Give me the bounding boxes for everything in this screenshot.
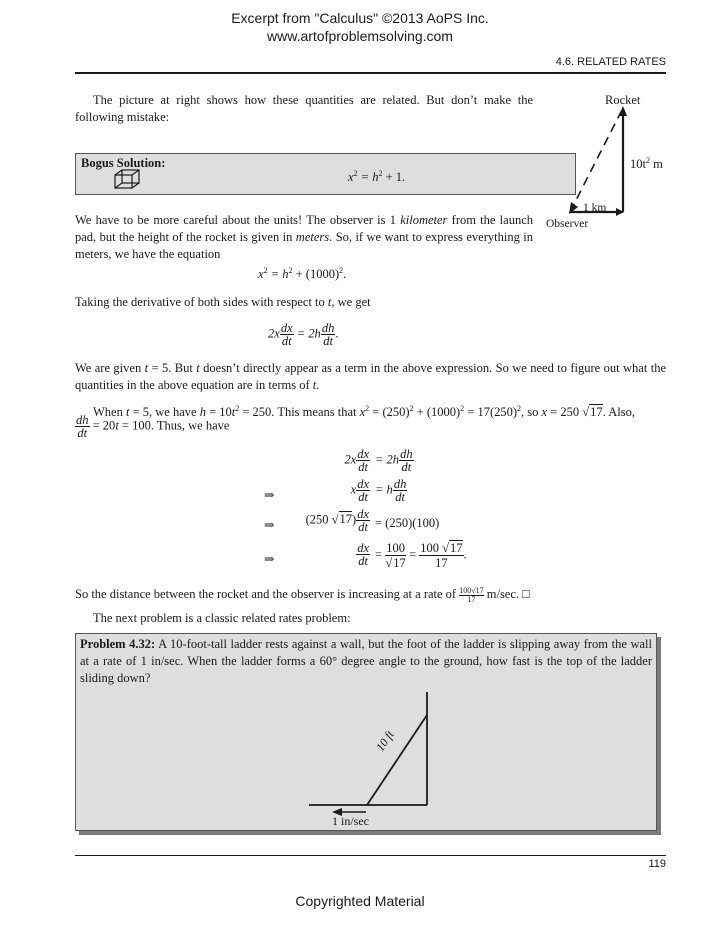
rocket-label: Rocket bbox=[605, 93, 641, 107]
intro-paragraph: The picture at right shows how these quantities are related. But don’t make the following mistake: bbox=[75, 93, 533, 124]
problem-text: Problem 4.32: A 10-foot-tall ladder rests against a wall, but the foot of the ladder is slipping away from the wall at a rate of 1 in/sec. When the ladder forms a 60° degree angle to the ground, how fast is the top of the ladder sliding down? bbox=[80, 637, 652, 685]
ladder-diagram bbox=[304, 689, 444, 819]
derivation-arrow-2: ⇒ bbox=[264, 488, 275, 502]
when-paragraph: When t = 5, we have $h = 10t^2 = 250$. This means that $x^2 = (250)^2 + (1000)^2 = 17(250)^2$, so x = 250 √17. Also, bbox=[93, 404, 635, 420]
observer-label: Observer bbox=[546, 218, 589, 230]
derivation-row1-rhs: = 2h $\frac{dh}{dt}$ bbox=[375, 447, 413, 474]
derivation-row4-rhs: = $\frac{100}{√17}$ = $\frac{100 √17}{17}$ . bbox=[375, 541, 467, 570]
derivation-row2-rhs: = h $\frac{dh}{dt}$ bbox=[375, 477, 407, 504]
conclusion-paragraph: So the distance between the rocket and the observer is increasing at a rate of $\frac{100√17}{17}$ m/sec. □ bbox=[75, 585, 530, 604]
derivation-row2-lhs: x $\frac{dx}{dt}$ bbox=[350, 477, 369, 504]
bogus-title: Bogus Solution: bbox=[81, 156, 166, 170]
excerpt-line-1: Excerpt from "Calculus" ©2013 AoPS Inc. bbox=[231, 10, 489, 26]
derivative-paragraph: Taking the derivative of both sides with respect to t, we get bbox=[75, 295, 371, 309]
given-paragraph: We are given t = 5. But t doesn’t directly appear as a term in the above expression. So we need to figure out what the quantities in the above equation are in terms of t. bbox=[75, 361, 666, 392]
derivation-row3-lhs: (250 √17) $\frac{dx}{dt}$ bbox=[305, 507, 369, 534]
bogus-equation: $x^2 = h^2 + 1$. bbox=[348, 169, 406, 185]
page-number: 119 bbox=[648, 858, 666, 870]
ladder-length-label: 10 ft bbox=[373, 728, 397, 754]
ladder-line bbox=[367, 715, 427, 805]
base-label: 1 km bbox=[583, 202, 607, 214]
derivation-arrow-3: ⇒ bbox=[264, 518, 275, 532]
qed-mark: □ bbox=[522, 587, 530, 601]
excerpt-line-2: www.artofproblemsolving.com bbox=[267, 28, 453, 44]
next-paragraph: The next problem is a classic related rates problem: bbox=[93, 611, 351, 625]
footer-rule bbox=[75, 855, 666, 856]
derivation-row4-lhs: $\frac{dx}{dt}$ bbox=[357, 541, 369, 568]
derivation-row3-rhs: = (250)(100) bbox=[375, 516, 440, 530]
slip-speed-label: 1 in/sec bbox=[332, 814, 369, 828]
equation-derivative: 2x $\frac{dx}{dt}$ = 2h $\frac{dh}{dt}$ . bbox=[268, 321, 339, 348]
derivation-row1-lhs: 2x $\frac{dx}{dt}$ bbox=[344, 447, 369, 474]
height-label: $10t^2$ m bbox=[630, 156, 663, 172]
when-paragraph-line2: $\frac{dh}{dt}$ = 20t = 100. Thus, we have bbox=[76, 413, 230, 440]
derivation-arrow-4: ⇒ bbox=[264, 552, 275, 566]
section-heading: 4.6. RELATED RATES bbox=[555, 56, 666, 68]
units-paragraph: We have to be more careful about the units! The observer is 1 kilometer from the launch pad, but the height of the rocket is given in meters. So, if we want to express everything in meters, we have the equation bbox=[75, 213, 534, 261]
problem-box bbox=[75, 633, 657, 831]
equation-units: $x^2 = h^2 + (1000)^2$. bbox=[258, 266, 347, 282]
copyright-notice: Copyrighted Material bbox=[295, 893, 425, 909]
